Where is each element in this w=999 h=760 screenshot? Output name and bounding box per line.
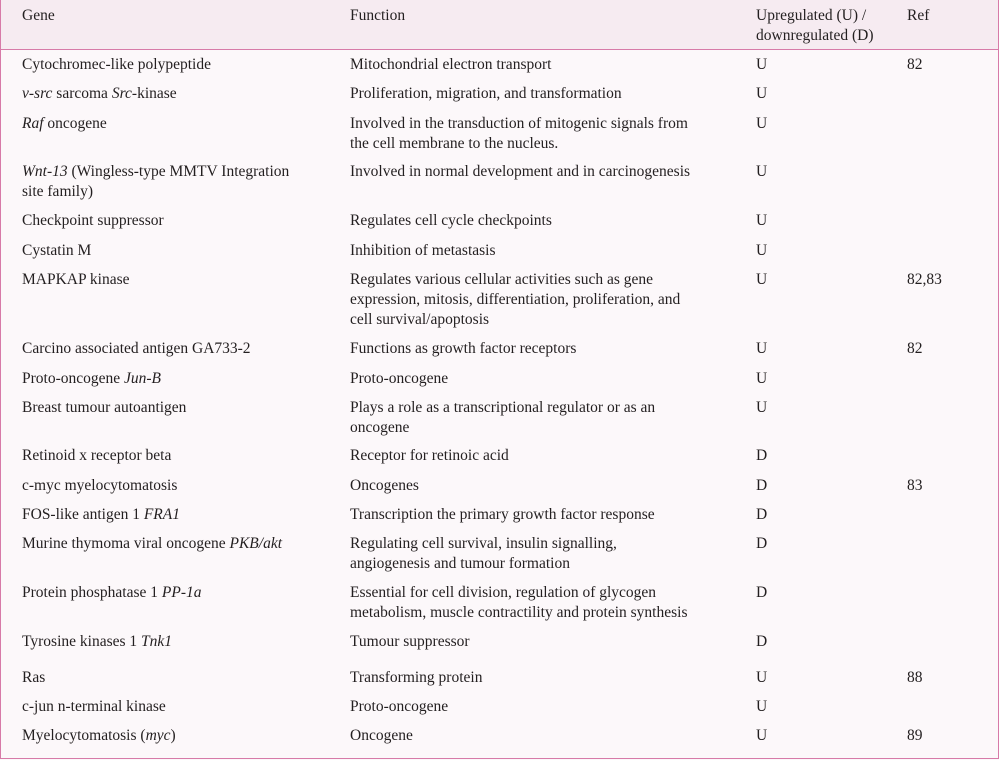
gene-cell (22, 398, 340, 418)
gene-name-part: Protein phosphatase 1 (22, 584, 162, 601)
gene-cell (22, 583, 340, 603)
regulation-cell: U (756, 727, 768, 744)
ref-cell: 82 (907, 56, 923, 73)
function-cell: Functions as growth factor receptors (350, 340, 577, 357)
gene-cell (22, 162, 340, 202)
gene-cell (22, 632, 340, 652)
function-cell: Proto-oncogene (350, 698, 449, 715)
gene-name-part: PKB/akt (229, 535, 283, 552)
function-cell: Involved in normal development and in carcinogenesis (350, 163, 691, 180)
regulation-cell: U (756, 340, 768, 357)
gene-cell (22, 55, 340, 75)
gene-name-part: Src (111, 85, 132, 102)
gene-cell (22, 114, 340, 134)
function-cell: Inhibition of metastasis (350, 242, 496, 259)
regulation-cell: U (756, 212, 768, 229)
gene-name-part: -kinase (131, 85, 177, 102)
header-gene: Gene (22, 7, 55, 24)
gene-cell (22, 241, 340, 261)
regulation-cell: U (756, 115, 768, 132)
function-cell: Involved in the transduction of mitogenic signals from the cell membrane to the nucleus. (350, 115, 688, 152)
gene-name-part: Proto-oncogene (22, 370, 125, 387)
gene-name-part: v-src (22, 85, 53, 102)
gene-name-part: PP-1a (161, 584, 202, 601)
regulation-cell: U (756, 271, 768, 288)
regulation-cell: D (756, 477, 768, 494)
regulation-cell: D (756, 447, 768, 464)
gene-cell (22, 446, 340, 466)
gene-name-part: Ras (22, 669, 46, 686)
gene-name-part: FOS-like antigen 1 (22, 506, 144, 523)
header-function: Function (350, 7, 406, 24)
header-regulation: Upregulated (U) / downregulated (D) (756, 7, 874, 44)
regulation-cell: U (756, 370, 768, 387)
gene-cell (22, 339, 340, 359)
gene-name-part: Checkpoint suppressor (22, 212, 164, 229)
gene-name-part: Myelocytomatosis ( (22, 727, 146, 744)
gene-name-part: (Wingless-type MMTV Integration site family) (22, 163, 290, 200)
gene-name-part: Wnt-13 (22, 163, 68, 180)
gene-cell (22, 476, 340, 496)
function-cell: Regulating cell survival, insulin signalling, angiogenesis and tumour formation (350, 535, 617, 572)
regulation-cell: U (756, 698, 768, 715)
regulation-cell: U (756, 56, 768, 73)
function-cell: Mitochondrial electron transport (350, 56, 552, 73)
gene-name-part: c-jun n-terminal kinase (22, 698, 166, 715)
gene-name-part: Retinoid x receptor beta (22, 447, 172, 464)
regulation-cell: U (756, 85, 768, 102)
function-cell: Proto-oncogene (350, 370, 449, 387)
gene-cell (22, 505, 340, 525)
ref-cell: 88 (907, 669, 923, 686)
gene-name-part: Cystatin M (22, 242, 92, 259)
gene-cell (22, 270, 340, 290)
gene-name-part: c-myc myelocytomatosis (22, 477, 178, 494)
function-cell: Transcription the primary growth factor response (350, 506, 655, 523)
function-cell: Transforming protein (350, 669, 483, 686)
gene-cell (22, 534, 340, 554)
ref-cell: 83 (907, 477, 923, 494)
gene-name-part: Jun-B (124, 370, 162, 387)
gene-cell (22, 84, 340, 104)
gene-name-part: Tyrosine kinases 1 (22, 633, 142, 650)
function-cell: Plays a role as a transcriptional regulator or as an oncogene (350, 399, 656, 436)
function-cell: Tumour suppressor (350, 633, 470, 650)
ref-cell: 82,83 (907, 271, 942, 288)
regulation-cell: U (756, 242, 768, 259)
gene-name-part: Cytochromec-like polypeptide (22, 56, 211, 73)
gene-name-part: myc (145, 727, 171, 744)
gene-name-part: MAPKAP kinase (22, 271, 130, 288)
table-header (1, 0, 998, 50)
gene-name-part: FRA1 (143, 506, 180, 523)
gene-name-part: Breast tumour autoantigen (22, 399, 187, 416)
regulation-cell: D (756, 506, 768, 523)
function-cell: Regulates various cellular activities such as gene expression, mitosis, differentiation, proliferation, and cell survival/apoptosis (350, 271, 681, 328)
regulation-cell: D (756, 535, 768, 552)
gene-cell (22, 211, 340, 231)
gene-name-part: Raf (22, 115, 44, 132)
regulation-cell: U (756, 669, 768, 686)
gene-cell (22, 369, 340, 389)
regulation-cell: D (756, 584, 768, 601)
header-ref: Ref (907, 7, 930, 24)
regulation-cell: U (756, 399, 768, 416)
gene-cell (22, 697, 340, 717)
ref-cell: 82 (907, 340, 923, 357)
gene-name-part: Carcino associated antigen GA733-2 (22, 340, 251, 357)
function-cell: Receptor for retinoic acid (350, 447, 509, 464)
ref-cell: 89 (907, 727, 923, 744)
gene-name-part: ) (170, 727, 176, 744)
function-cell: Regulates cell cycle checkpoints (350, 212, 552, 229)
gene-name-part: oncogene (43, 115, 107, 132)
gene-name-part: Murine thymoma viral oncogene (22, 535, 230, 552)
regulation-cell: U (756, 163, 768, 180)
function-cell: Oncogene (350, 727, 413, 744)
regulation-cell: D (756, 633, 768, 650)
function-cell: Essential for cell division, regulation of glycogen metabolism, muscle contractility and protein synthesis (350, 584, 688, 621)
gene-cell (22, 726, 340, 746)
function-cell: Proliferation, migration, and transformation (350, 85, 622, 102)
gene-cell (22, 668, 340, 688)
gene-name-part: sarcoma (52, 85, 112, 102)
function-cell: Oncogenes (350, 477, 419, 494)
gene-name-part: Tnk1 (141, 633, 173, 650)
